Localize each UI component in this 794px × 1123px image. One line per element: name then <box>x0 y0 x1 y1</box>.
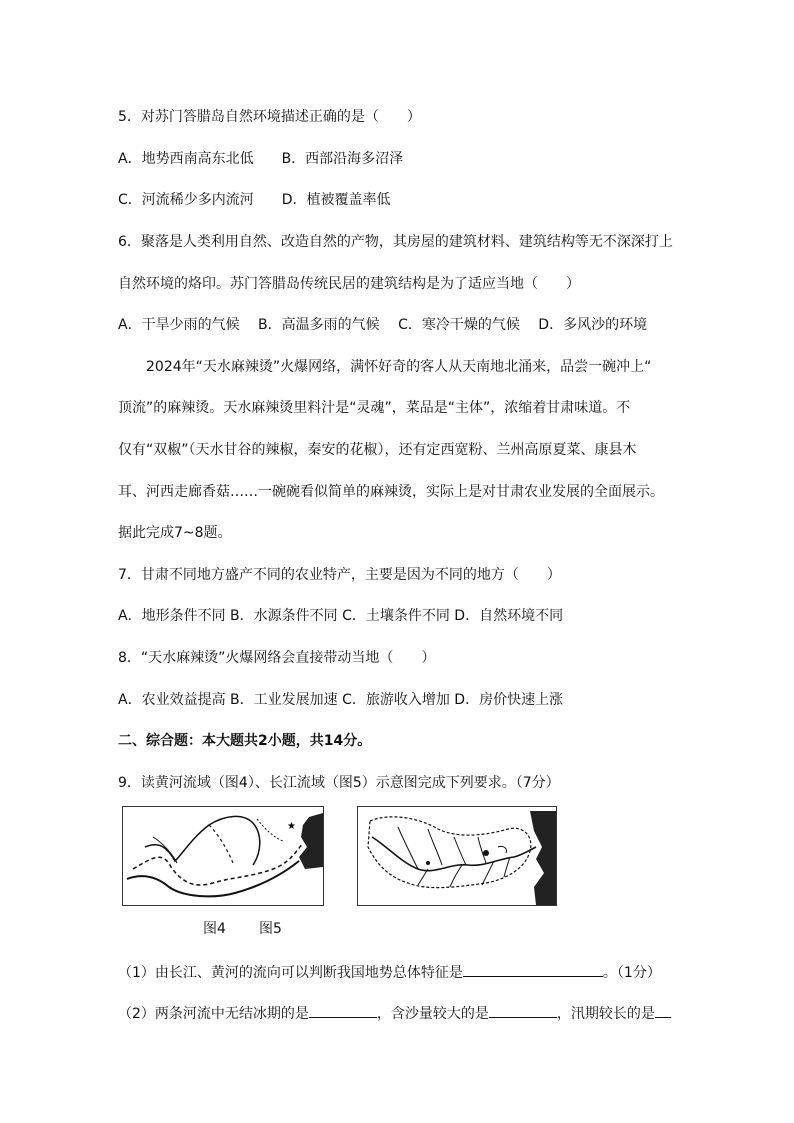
q8-stem: 8．“天水麻辣烫”火爆网络会直接带动当地（ ） <box>118 650 436 666</box>
q5-options-ab: A．地势西南高东北低 B．西部沿海多沼泽 <box>118 151 404 167</box>
passage-line2: 顶流”的麻辣烫。天水麻辣烫里料汁是“灵魂”，菜品是“主体”，浓缩着甘肃味道。不 <box>118 400 631 416</box>
passage-line3: 仅有“双椒”（天水甘谷的辣椒，秦安的花椒），还有定西宽粉、兰州高原夏菜、康县木 <box>118 442 637 458</box>
q7-stem: 7．甘肃不同地方盛产不同的农业特产，主要是因为不同的地方（ ） <box>118 567 561 583</box>
q9-sub1-answer-blank[interactable] <box>463 962 603 977</box>
q6-stem-line1: 6．聚落是人类利用自然、改造自然的产物，其房屋的建筑材料、建筑结构等无不深深打上 <box>118 234 673 250</box>
q6-options: A．干旱少雨的气候 B．高温多雨的气候 C．寒冷干燥的气候 D．多风沙的环境 <box>118 317 648 333</box>
q9-stem: 9．读黄河流域（图4）、长江流域（图5）示意图完成下列要求。（7分） <box>118 775 560 791</box>
passage-line1: 2024年“天水麻辣烫”火爆网络，满怀好奇的客人从天南地北涌来，品尝一碗冲上“ <box>146 359 652 375</box>
q9-sub2-blank1[interactable] <box>309 1003 377 1018</box>
fig5-caption: 图5 <box>259 921 282 937</box>
q9-sub1-text: （1）由长江、黄河的流向可以判断我国地势总体特征是 <box>118 965 463 981</box>
q5-stem: 5．对苏门答腊岛自然环境描述正确的是（ ） <box>118 109 421 125</box>
q9-sub2 <box>118 1003 671 1024</box>
q5-options-cd: C．河流稀少多内流河 D．植被覆盖率低 <box>118 192 391 208</box>
q6-stem-line2: 自然环境的烙印。苏门答腊岛传统民居的建筑结构是为了适应当地（ ） <box>118 276 580 292</box>
yellow-river-map <box>122 806 324 906</box>
q9-sub1 <box>118 962 661 983</box>
q9-sub2-blank2[interactable] <box>489 1003 557 1018</box>
yangtze-river-map <box>357 806 557 906</box>
q9-sub2-a: （2）两条河流中无结冰期的是 <box>118 1006 309 1022</box>
svg-text:★: ★ <box>287 821 296 832</box>
passage-line5: 据此完成7~8题。 <box>118 525 232 541</box>
q9-sub2-b: ，含沙量较大的是 <box>376 1006 489 1022</box>
q9-sub1-end: 。（1分） <box>602 965 661 981</box>
q7-options: A．地形条件不同 B．水源条件不同 C．土壤条件不同 D．自然环境不同 <box>118 608 564 624</box>
q9-sub2-c: ，汛期较长的是 <box>556 1006 655 1022</box>
q8-options: A．农业效益提高 B．工业发展加速 C．旅游收入增加 D．房价快速上涨 <box>118 692 564 708</box>
section2-title: 二、综合题：本大题共2小题，共14分。 <box>118 733 372 749</box>
passage-line4: 耳、河西走廊香菇……一碗碗看似简单的麻辣烫，实际上是对甘肃农业发展的全面展示。 <box>118 484 664 500</box>
yangtze-river-map-drawing <box>358 807 556 905</box>
q9-sub2-blank3[interactable] <box>655 1003 671 1018</box>
yellow-river-map-drawing <box>123 807 323 905</box>
fig4-caption: 图4 <box>203 921 226 937</box>
